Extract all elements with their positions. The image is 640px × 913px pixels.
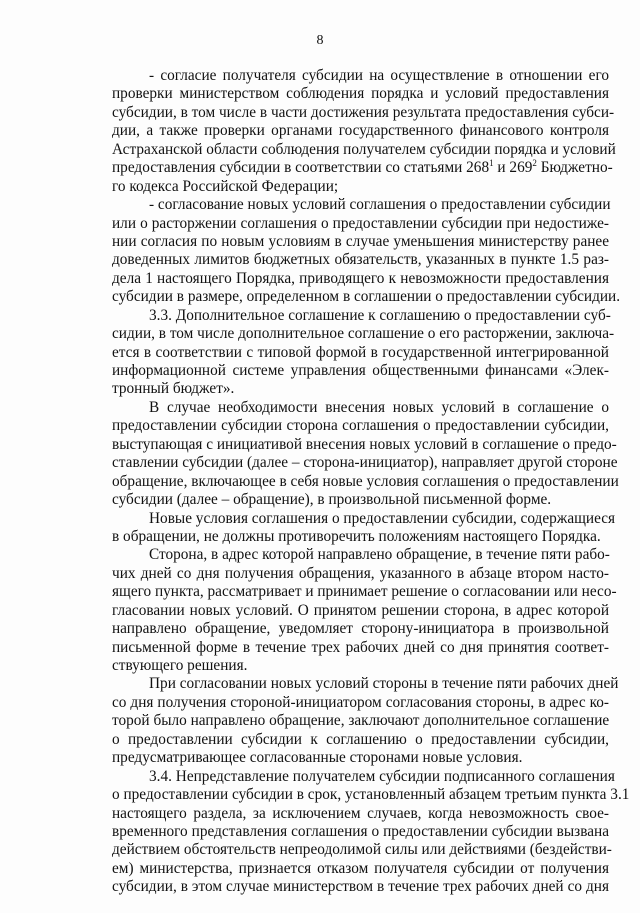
text-span: субсидии, в этом случае министерством в течение трех рабочих дней со дня <box>112 878 609 896</box>
text-line <box>112 67 609 85</box>
page-number: 8 <box>316 33 324 48</box>
text-line <box>112 694 609 712</box>
text-span: выступающая с инициативой внесения новых условий в соглашение о предо- <box>112 435 617 453</box>
text-span: В случае необходимости внесения новых условий в соглашение о <box>149 398 609 416</box>
text-span: гласовании новых условий. О принятом решении сторона, в адрес которой <box>112 601 609 619</box>
text-line <box>112 823 609 841</box>
text-span: Новые условия соглашения о предоставлении субсидии, содержащиеся <box>149 509 616 527</box>
text-span: направлено обращение, уведомляет сторону-инициатора в произвольной <box>112 620 609 638</box>
text-span: предусматривающее согласованные сторонами новые условия. <box>112 749 523 767</box>
superscript: 1 <box>489 158 494 169</box>
text-line <box>112 307 609 325</box>
text-line <box>112 417 609 435</box>
text-line <box>112 196 609 214</box>
text-span: временного представления соглашения о предоставлении субсидии вызвана <box>112 822 609 840</box>
text-span: чих дней со дня получения обращения, указанного в абзаце втором насто- <box>112 564 609 582</box>
text-span: 3.3. Дополнительное соглашение к соглашению о предоставлении суб- <box>149 306 611 324</box>
text-span: ем) министерства, признается отказом получателя субсидии от получения <box>112 859 609 877</box>
text-line <box>112 805 609 823</box>
text-line <box>112 602 609 620</box>
text-span: Сторона, в адрес которой направлено обращение, в течение пяти рабо- <box>149 546 610 564</box>
text-line <box>112 140 616 159</box>
text-line <box>112 233 609 251</box>
text-span: или о расторжении соглашения о предоставлении субсидии при недостиже- <box>112 214 609 232</box>
text-line <box>112 786 630 804</box>
text-span: в обращении, не должны противоречить положениям настоящего Порядка. <box>112 527 601 545</box>
text-span: нии согласия по новым условиям в случае уменьшения министерству ранее <box>112 232 609 250</box>
text-line <box>112 399 609 417</box>
text-line <box>112 270 609 288</box>
text-line <box>112 878 609 896</box>
text-line <box>112 103 615 122</box>
text-line <box>112 122 609 140</box>
text-span: сидии, в том числе дополнительное соглашение о его расторжении, заключа- <box>112 325 615 343</box>
text-span: субсидии в размере, определенном в соглашении о предоставлении субсидии. <box>112 288 621 306</box>
text-span: предоставления субсидии в соответствии со статьями 268 <box>112 159 490 177</box>
text-span: - согласие получателя субсидии на осуществление в отношении его <box>149 67 609 84</box>
text-span: доведенных лимитов бюджетных обязательств, указанных в пункте 1.5 раз- <box>112 251 609 269</box>
text-line <box>112 454 618 472</box>
text-line <box>112 639 609 657</box>
text-line <box>112 749 609 767</box>
text-line <box>112 362 609 380</box>
text-line <box>112 288 621 306</box>
text-line <box>112 325 615 343</box>
text-span: При согласовании новых условий стороны в течение пяти рабочих дней <box>149 675 619 693</box>
text-span: го кодекса Российской Федерации; <box>112 177 339 195</box>
text-span: о предоставлении субсидии к соглашению о предоставлении субсидии, <box>112 730 609 748</box>
text-line <box>112 491 609 509</box>
text-line <box>112 657 609 675</box>
text-span: предоставлении субсидии сторона соглашения о предоставлении субсидии, <box>112 417 609 435</box>
text-line <box>112 472 619 491</box>
text-span: торой было направлено обращение, заключают дополнительное соглашение <box>112 712 610 730</box>
text-line <box>112 767 615 786</box>
text-span: субсидии, в том числе в части достижения результата предоставления субси- <box>112 103 615 121</box>
text-line <box>112 380 609 398</box>
text-line <box>112 565 609 583</box>
text-span: субсидии (далее – обращение), в произвольной письменной форме. <box>112 491 552 509</box>
text-span: ставлении субсидии (далее – сторона-инициатор), направляет другой стороне <box>112 454 618 472</box>
text-span: - согласование новых условий соглашения о предоставлении субсидии <box>149 196 611 214</box>
text-line <box>112 841 612 859</box>
text-line <box>112 178 609 196</box>
text-line <box>112 546 609 564</box>
text-line <box>112 215 609 233</box>
text-line <box>112 712 609 730</box>
text-span: и 269 <box>493 159 533 177</box>
text-span: тронный бюджет». <box>112 380 235 398</box>
text-span: ется в соответствии с типовой формой в государственной интегрированной <box>112 343 609 361</box>
text-span: со дня получения стороной-инициатором согласования стороны, в адрес ко- <box>112 693 609 711</box>
text-span: действием обстоятельств непреодолимой силы или действиями (бездействи- <box>112 841 612 859</box>
text-line <box>112 251 609 269</box>
text-span: Астраханской области соблюдения получателем субсидии порядка и условий <box>112 140 616 158</box>
text-span: дела 1 настоящего Порядка, приводящего к невозможности предоставления <box>112 269 609 287</box>
text-span: обращение, включающее в себя новые условия соглашения о предоставлении <box>112 472 619 490</box>
document-body <box>112 67 630 897</box>
text-span: информационной системе управления общественными финансами «Элек- <box>112 362 609 379</box>
text-line <box>112 860 609 878</box>
text-span: ствующего решения. <box>112 657 248 674</box>
text-line <box>112 85 609 103</box>
text-line <box>112 620 609 638</box>
text-span: настоящего раздела, за исключением случаев, когда невозможность свое- <box>112 804 609 822</box>
text-line <box>112 583 617 601</box>
text-span: дии, а также проверки органами государственного финансового контроля <box>112 122 609 140</box>
text-line <box>112 435 617 454</box>
text-line <box>112 731 609 749</box>
text-span: проверки министерством соблюдения порядка и условий предоставления <box>112 85 609 103</box>
text-span: ящего пункта, рассматривает и принимает решение о согласовании или несо- <box>112 583 617 601</box>
text-span: Бюджетно- <box>536 159 613 177</box>
text-line <box>112 528 609 546</box>
text-span: о предоставлении субсидии в срок, установленный абзацем третьим пункта 3.1 <box>112 786 630 804</box>
text-line <box>112 675 619 693</box>
text-span: 3.4. Непредставление получателем субсидии подписанного соглашения <box>149 767 615 785</box>
superscript: 2 <box>532 158 537 169</box>
text-line <box>112 509 616 528</box>
text-span: письменной форме в течение трех рабочих дней со дня принятия соответ- <box>112 638 609 656</box>
text-line <box>112 158 613 177</box>
text-line <box>112 344 609 362</box>
